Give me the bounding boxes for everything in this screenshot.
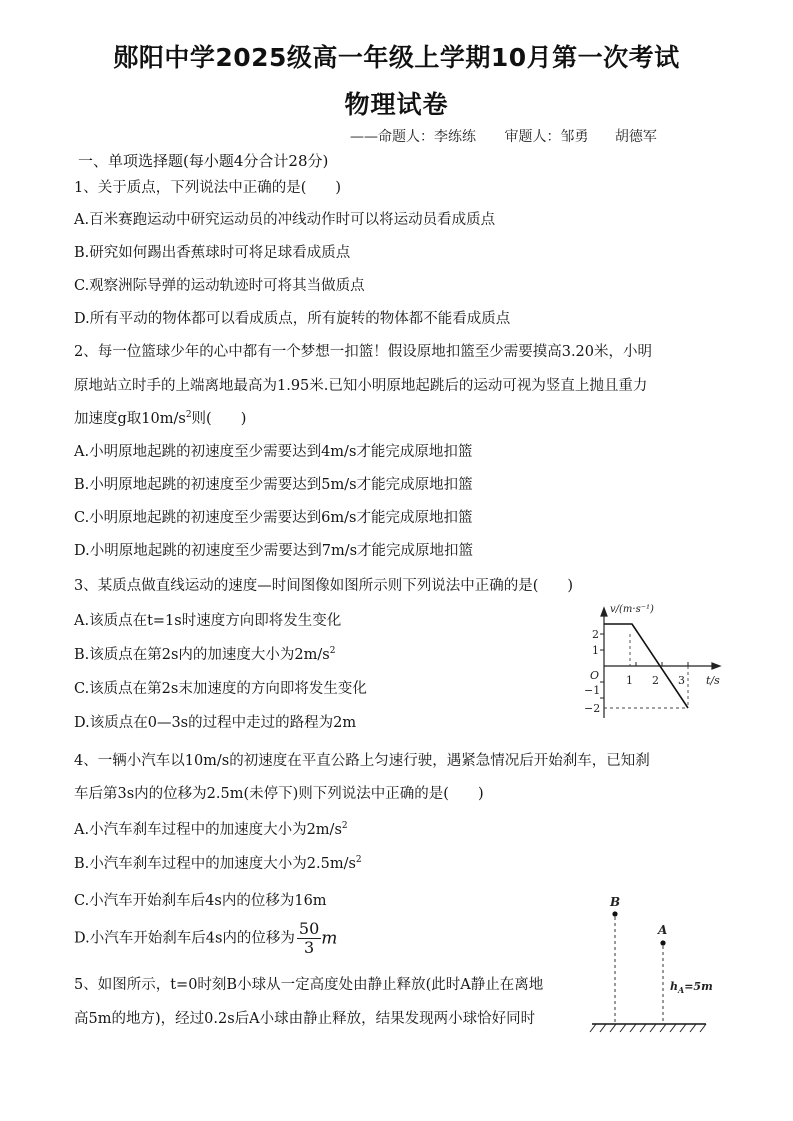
q4-fraction-unit: m [321, 928, 338, 949]
q2-option-c: C.小明原地起跳的初速度至少需要达到6m/s才能完成原地扣篮 [74, 510, 473, 526]
vt-xtick-2: 2 [652, 674, 659, 687]
author-line [350, 126, 661, 146]
q2-stem-1: 2、每一位篮球少年的心中都有一个梦想一扣篮！假设原地扣篮至少需要摸高3.20米，小明 [74, 344, 653, 360]
q1-option-c: C.观察洲际导弹的运动轨迹时可将其当做质点 [74, 278, 365, 294]
q4-option-a-text: A.小汽车刹车过程中的加速度大小为2m/s [74, 822, 342, 838]
q2-exponent: 2 [185, 410, 192, 421]
q3-option-a: A.该质点在t=1s时速度方向即将发生变化 [74, 613, 342, 629]
balls-figure [588, 890, 713, 1040]
q2-stem-3-tail: 则( ) [191, 411, 247, 427]
q1-option-b: B.研究如何踢出香蕉球时可将足球看成质点 [74, 245, 351, 261]
q3-option-b [74, 643, 335, 664]
q4-fraction [297, 920, 321, 957]
q2-option-b: B.小明原地起跳的初速度至少需要达到5m/s才能完成原地扣篮 [74, 477, 473, 493]
q3-stem: 3、某质点做直线运动的速度—时间图像如图所示则下列说法中正确的是( ) [74, 578, 574, 594]
reviewer: 审题人：邹勇 [504, 129, 589, 145]
q4-option-b [74, 852, 362, 873]
q4-option-d-text: D.小汽车开始刹车后4s内的位移为 [74, 930, 295, 947]
vt-ytick-minus1: −1 [584, 684, 601, 697]
q5-stem-2: 高5m的地方)，经过0.2s后A小球由静止释放，结果发现两小球恰好同时 [74, 1011, 536, 1027]
q4-option-a [74, 818, 348, 839]
ground-hatching [590, 1024, 706, 1032]
height-label: $h_A=5m$ [670, 980, 713, 995]
vt-ytick-minus2: −2 [584, 702, 601, 715]
q1-option-d: D.所有平动的物体都可以看成质点，所有旋转的物体都不能看成质点 [74, 311, 511, 327]
vt-ytick-2: 2 [592, 628, 599, 641]
q3-option-d: D.该质点在0—3s的过程中走过的路程为2m [74, 715, 357, 731]
q4-option-c: C.小汽车开始刹车后4s内的位移为16m [74, 893, 327, 909]
vt-y-label: v/(m·s⁻¹) [610, 604, 654, 615]
ball-a-label: A [658, 923, 668, 937]
vt-x-label: t/s [706, 674, 720, 687]
q1-option-a: A.百米赛跑运动中研究运动员的冲线动作时可以将运动员看成质点 [74, 212, 496, 228]
q2-option-d: D.小明原地起跳的初速度至少需要达到7m/s才能完成原地扣篮 [74, 543, 474, 559]
q4-option-b-exponent: 2 [355, 855, 362, 866]
section-heading: 一、单项选择题(每小题4分合计28分) [78, 152, 329, 170]
reviewer-2: 胡德军 [614, 129, 657, 145]
vt-origin: O [590, 669, 600, 682]
q4-fraction-denominator: 3 [303, 938, 315, 957]
q2-stem-2: 原地站立时手的上端离地最高为1.95米.已知小明原地起跳后的运动可视为竖直上抛且重力 [74, 378, 648, 394]
vt-xtick-1: 1 [626, 674, 633, 687]
q4-stem-2: 车后第3s内的位移为2.5m(未停下)则下列说法中正确的是( ) [74, 786, 484, 802]
q4-fraction-numerator: 50 [298, 919, 320, 938]
vt-graph [580, 600, 730, 724]
q3-option-b-text: B.该质点在第2s内的加速度大小为2m/s [74, 647, 330, 663]
exam-subject: 物理试卷 [344, 90, 449, 119]
setter: ——命题人：李练练 [350, 129, 476, 145]
q4-option-d [74, 920, 337, 957]
exam-title: 郧阳中学2025级高一年级上学期10月第一次考试 [113, 43, 680, 72]
ball-b [612, 911, 617, 916]
q4-option-a-exponent: 2 [341, 821, 348, 832]
q2-stem-3-text: 加速度g取10m/s [74, 411, 186, 427]
q3-exponent: 2 [329, 646, 336, 657]
q4-option-b-text: B.小汽车刹车过程中的加速度大小为2.5m/s [74, 856, 356, 872]
q1-stem: 1、关于质点，下列说法中正确的是( ) [74, 180, 342, 196]
vt-ytick-1: 1 [592, 644, 599, 657]
q4-stem-1: 4、一辆小汽车以10m/s的初速度在平直公路上匀速行驶，遇紧急情况后开始刹车，已知刹 [74, 753, 650, 769]
q2-option-a: A.小明原地起跳的初速度至少需要达到4m/s才能完成原地扣篮 [74, 444, 473, 460]
q5-stem-1: 5、如图所示，t=0时刻B小球从一定高度处由静止释放(此时A静止在离地 [74, 977, 544, 993]
vt-x-arrow [712, 663, 720, 669]
ball-a [660, 940, 665, 945]
q3-option-c: C.该质点在第2s末加速度的方向即将发生变化 [74, 681, 367, 697]
ball-b-label: B [610, 895, 621, 909]
q2-stem-3 [74, 407, 246, 428]
vt-xtick-3: 3 [678, 674, 685, 687]
vt-y-arrow [601, 608, 607, 616]
